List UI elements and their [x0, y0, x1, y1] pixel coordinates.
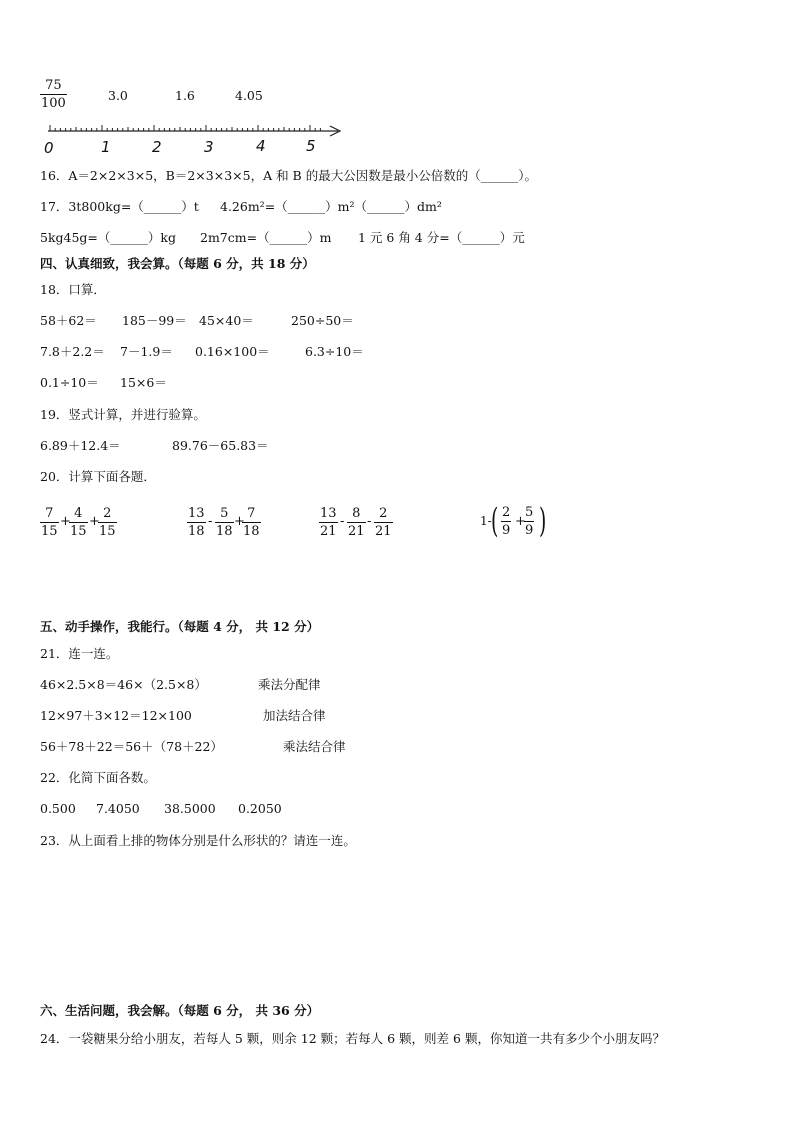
- left-paren: (: [490, 501, 499, 541]
- q21-left-item: 12×97＋3×12＝12×100: [40, 708, 192, 723]
- q18-item: 6.3÷10＝: [305, 344, 364, 359]
- number-line: [0, 0, 794, 160]
- denominator: 18: [188, 524, 205, 539]
- operator: -: [340, 514, 345, 529]
- fraction: [374, 506, 393, 539]
- operator: -: [208, 514, 213, 529]
- q19-item: 6.89＋12.4＝: [40, 438, 121, 453]
- q21-right-item: 加法结合律: [263, 708, 326, 723]
- q18-item: 250÷50＝: [291, 313, 354, 328]
- q22-item: 0.2050: [238, 801, 282, 816]
- fraction: [69, 506, 88, 539]
- operator: +: [60, 514, 71, 529]
- fraction: [242, 506, 261, 539]
- fraction: [187, 506, 206, 539]
- question-21-title: 21．连一连。: [40, 646, 119, 661]
- fraction: [215, 506, 234, 539]
- q19-item: 89.76－65.83＝: [172, 438, 269, 453]
- question-24: 24．一袋糖果分给小朋友，若每人 5 颗，则余 12 颗；若每人 6 颗，则差 6 颗，你知道一共有多少个小朋友吗？: [40, 1031, 665, 1046]
- q21-right-item: 乘法分配律: [258, 677, 321, 692]
- q18-item: 45×40＝: [199, 313, 254, 328]
- section-4-title: 四、认真细致，我会算。（每题 6 分，共 18 分）: [40, 256, 315, 271]
- fraction: [524, 505, 534, 538]
- tick-label-5: 5: [306, 137, 316, 155]
- question-17-part-4: 2m7cm=（______）m: [200, 230, 332, 245]
- numerator: 5: [220, 506, 229, 521]
- q21-left-item: 56＋78＋22＝56＋（78＋22）: [40, 739, 223, 754]
- numberline-label-1: 3.0: [108, 88, 128, 103]
- operator: -: [367, 514, 372, 529]
- denominator: 21: [320, 524, 337, 539]
- q23-top-views: [0, 955, 794, 1005]
- fraction-denominator: 100: [41, 96, 66, 111]
- q21-right-item: 乘法结合律: [283, 739, 346, 754]
- question-17-part-1: 17．3t800kg=（______）t: [40, 199, 199, 214]
- denominator: 9: [525, 523, 534, 538]
- fraction: [319, 506, 338, 539]
- denominator: 15: [99, 524, 116, 539]
- operator: +: [515, 514, 526, 529]
- right-paren: ): [538, 501, 547, 541]
- numerator: 7: [45, 506, 54, 521]
- tick-label-1: 1: [101, 138, 111, 156]
- tick-label-4: 4: [256, 137, 266, 155]
- fraction: [40, 506, 59, 539]
- q18-item: 0.1÷10＝: [40, 375, 99, 390]
- numberline-label-2: 1.6: [175, 88, 195, 103]
- tick-label-2: 2: [152, 138, 162, 156]
- operator: +: [234, 514, 245, 529]
- section-6-title: 六、生活问题，我会解。（每题 6 分， 共 36 分）: [40, 1003, 320, 1018]
- numerator: 8: [352, 506, 361, 521]
- question-22-title: 22．化简下面各数。: [40, 770, 156, 785]
- fraction: [501, 505, 511, 538]
- question-20-title: 20．计算下面各题．: [40, 469, 156, 484]
- numerator: 2: [502, 505, 511, 520]
- q18-item: 58＋62＝: [40, 313, 97, 328]
- q18-item: 0.16×100＝: [195, 344, 270, 359]
- denominator: 18: [216, 524, 233, 539]
- q18-item: 7.8＋2.2＝: [40, 344, 105, 359]
- q18-item: 185－99＝: [122, 313, 187, 328]
- denominator: 21: [375, 524, 392, 539]
- question-18-title: 18．口算．: [40, 282, 106, 297]
- fraction-numerator: 75: [45, 78, 62, 93]
- question-19-title: 19．竖式计算，并进行验算。: [40, 407, 206, 422]
- denominator: 18: [243, 524, 260, 539]
- numerator: 7: [247, 506, 256, 521]
- q18-item: 7－1.9＝: [120, 344, 173, 359]
- numerator: 5: [525, 505, 534, 520]
- numerator: 13: [188, 506, 205, 521]
- tick-label-3: 3: [204, 138, 214, 156]
- fraction: [347, 506, 366, 539]
- q22-item: 7.4050: [96, 801, 140, 816]
- question-17-part-2: 4.26m²=（______）m²（______）dm²: [220, 199, 442, 214]
- tick-label-0: 0: [44, 139, 54, 157]
- expression-lead: 1-: [480, 514, 492, 528]
- q18-item: 15×6＝: [120, 375, 167, 390]
- denominator: 15: [70, 524, 87, 539]
- q22-item: 0.500: [40, 801, 76, 816]
- numberline-label-3: 4.05: [235, 88, 263, 103]
- question-23-title: 23．从上面看上排的物体分别是什么形状的？请连一连。: [40, 833, 356, 848]
- numerator: 13: [320, 506, 337, 521]
- q22-item: 38.5000: [164, 801, 216, 816]
- numerator: 4: [74, 506, 83, 521]
- question-17-part-5: 1 元 6 角 4 分=（______）元: [358, 230, 525, 245]
- section-5-title: 五、动手操作，我能行。（每题 4 分， 共 12 分）: [40, 619, 320, 634]
- operator: +: [89, 514, 100, 529]
- numerator: 2: [103, 506, 112, 521]
- question-16: 16．A＝2×2×3×5，B＝2×3×3×5，A 和 B 的最大公因数是最小公倍数的（______）。: [40, 168, 537, 183]
- denominator: 21: [348, 524, 365, 539]
- question-17-part-3: 5kg45g=（______）kg: [40, 230, 176, 245]
- denominator: 15: [41, 524, 58, 539]
- numerator: 2: [379, 506, 388, 521]
- q21-left-item: 46×2.5×8＝46×（2.5×8）: [40, 677, 207, 692]
- denominator: 9: [502, 523, 511, 538]
- fraction: [98, 506, 117, 539]
